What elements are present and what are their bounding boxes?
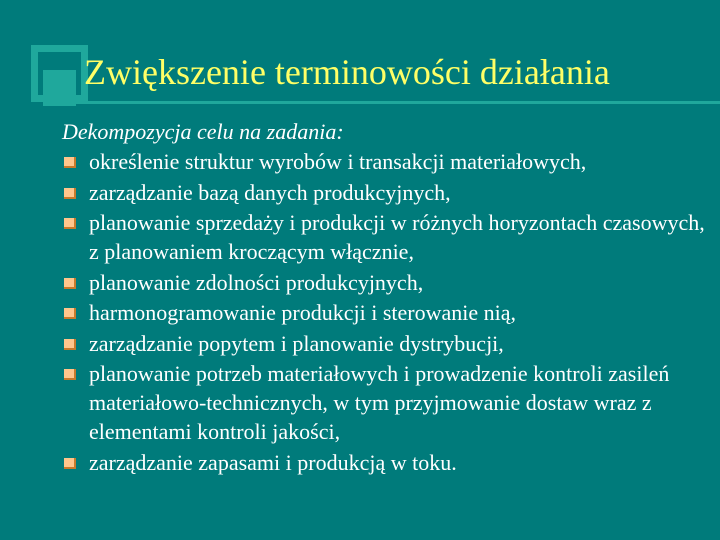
square-bullet-icon [64, 278, 76, 289]
list-item [62, 268, 712, 297]
list-item [62, 329, 712, 358]
square-bullet-icon [64, 218, 76, 229]
list-item [62, 178, 712, 207]
list-item-text: planowanie zdolności produkcyjnych, [89, 269, 424, 295]
square-bullet-icon [64, 369, 76, 380]
square-bullet-icon [64, 308, 76, 319]
list-item-text: określenie struktur wyrobów i transakcji materiałowych, [89, 149, 587, 174]
square-bullet-icon [64, 188, 76, 199]
list-item [62, 298, 712, 327]
list-item [62, 359, 712, 446]
list-item [62, 147, 712, 176]
slide-subheading: Dekompozycja celu na zadania: [62, 119, 344, 144]
list-item-text: zarządzanie zapasami i produkcją w toku. [89, 449, 457, 475]
slide-title: Zwiększenie terminowości działania [84, 52, 610, 92]
list-item [62, 208, 712, 266]
square-bullet-icon [64, 339, 76, 350]
list-item-text: zarządzanie popytem i planowanie dystrybucji, [89, 330, 504, 356]
task-list [62, 147, 712, 477]
square-bullet-icon [64, 458, 76, 469]
square-bullet-icon [64, 157, 76, 168]
list-item-text: harmonogramowanie produkcji i sterowanie nią, [89, 300, 517, 325]
slide-content [62, 117, 712, 478]
list-item-text: planowanie potrzeb materiałowych i prowadzenie kontroli zasileń materiałowo-technicznych, w tym przyjmowanie dostaw wraz z elementami kontroli jakości, [89, 361, 670, 444]
title-underline [62, 101, 720, 104]
list-item [62, 448, 712, 477]
list-item-text: zarządzanie bazą danych produkcyjnych, [89, 179, 451, 205]
list-item-text: planowanie sprzedaży i produkcji w różnych horyzontach czasowych, z planowaniem kroczącym włącznie, [89, 210, 705, 264]
